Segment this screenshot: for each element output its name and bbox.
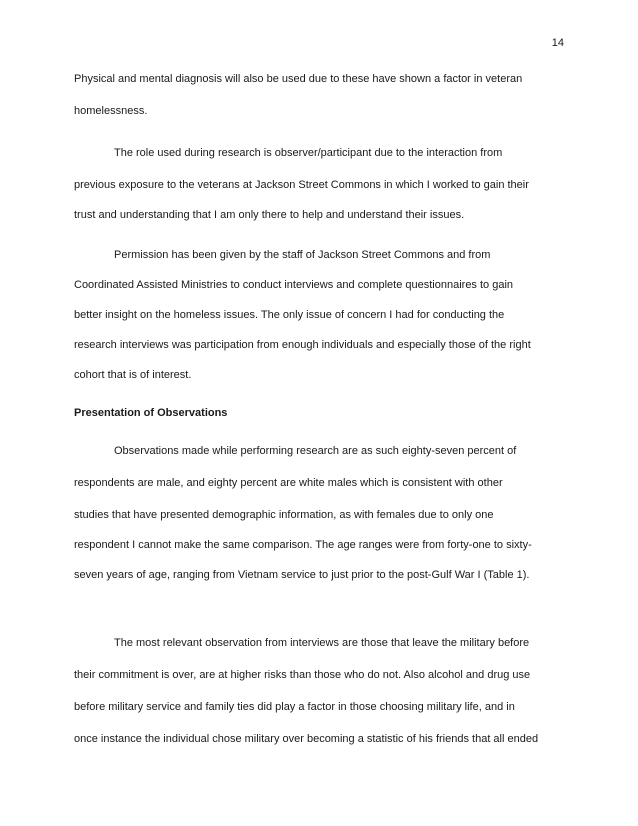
paragraph-first-line: Observations made while performing research are as such eighty-seven percent of <box>114 445 517 457</box>
text-line: respondent I cannot make the same comparison. The age ranges were from forty-one to sixty- <box>74 539 532 551</box>
paragraph-first-line: The most relevant observation from interviews are those that leave the military before <box>114 637 530 649</box>
text-line: previous exposure to the veterans at Jackson Street Commons in which I worked to gain their <box>74 179 529 191</box>
text-line: better insight on the homeless issues. The only issue of concern I had for conducting the <box>74 309 505 321</box>
paragraph-first-line: The role used during research is observer/participant due to the interaction from <box>114 147 503 159</box>
text-line: Coordinated Assisted Ministries to conduct interviews and complete questionnaires to gain <box>74 279 514 291</box>
text-line: trust and understanding that I am only there to help and understand their issues. <box>74 209 465 221</box>
text-line: seven years of age, ranging from Vietnam service to just prior to the post-Gulf War I (Table 1). <box>74 569 530 581</box>
text-line: before military service and family ties did play a factor in those choosing military life, and in <box>74 701 515 713</box>
text-line: cohort that is of interest. <box>74 369 192 381</box>
text-line: studies that have presented demographic information, as with females due to only one <box>74 509 494 521</box>
text-line: their commitment is over, are at higher risks than those who do not. Also alcohol and drug use <box>74 669 531 681</box>
text-line: Physical and mental diagnosis will also be used due to these have shown a factor in veteran <box>74 73 523 85</box>
section-heading: Presentation of Observations <box>74 407 228 419</box>
paragraph-first-line: Permission has been given by the staff of Jackson Street Commons and from <box>114 249 491 261</box>
text-line: research interviews was participation from enough individuals and especially those of the right <box>74 339 531 351</box>
text-line: homelessness. <box>74 105 148 117</box>
text-line: respondents are male, and eighty percent are white males which is consistent with other <box>74 477 503 489</box>
text-line: once instance the individual chose military over becoming a statistic of his friends that all ended <box>74 733 539 745</box>
page-number: 14 <box>551 37 564 49</box>
